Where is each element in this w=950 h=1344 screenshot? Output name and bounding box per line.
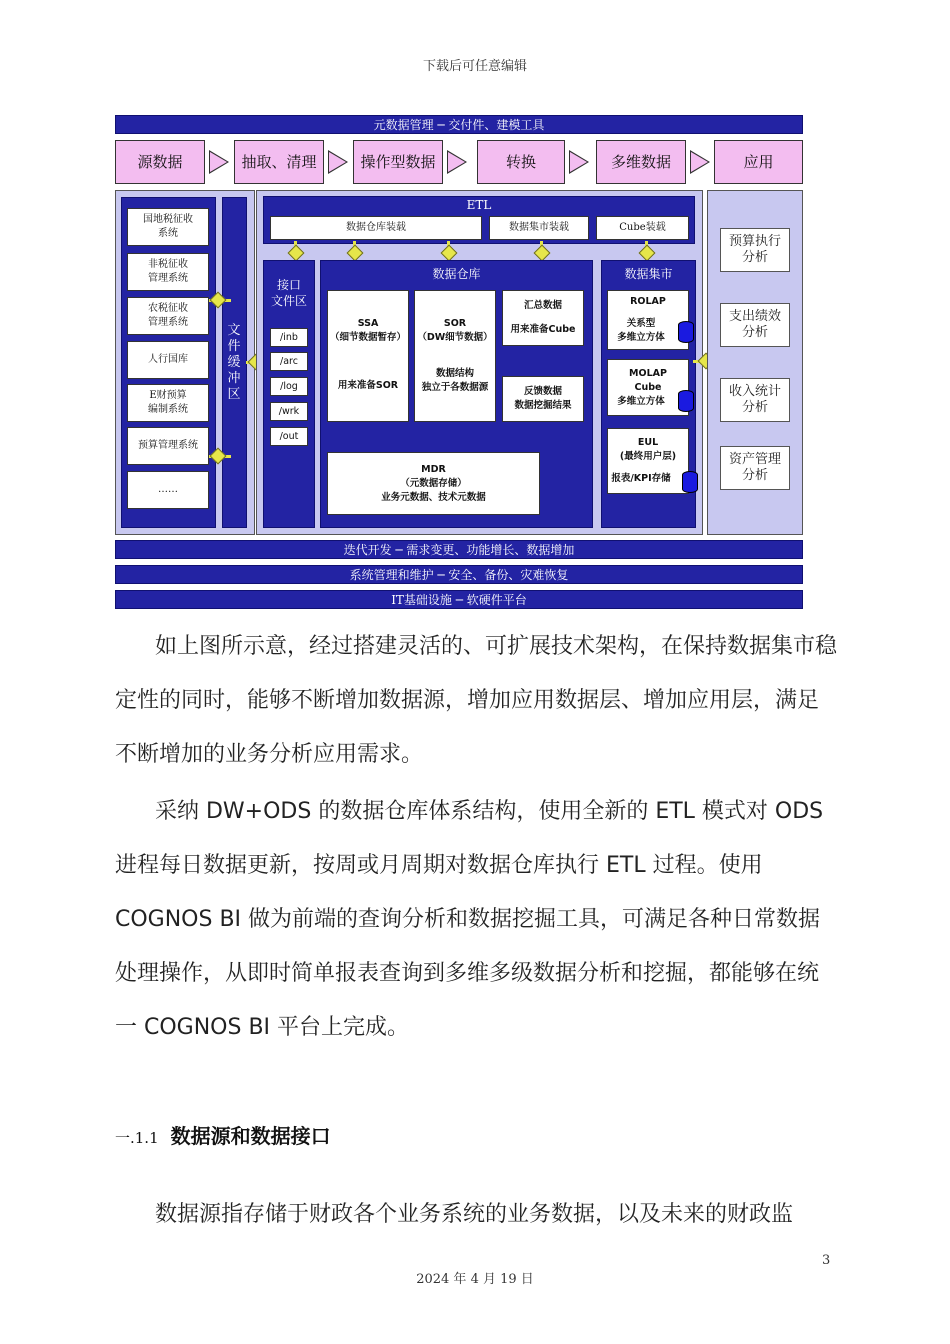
etl-cube-load: Cube装载 (596, 216, 689, 240)
flow-arrow-icon (328, 150, 348, 174)
dir-inb: /inb (270, 328, 308, 347)
etl-mart-load: 数据集市装载 (489, 216, 589, 240)
flow-transform: 转换 (477, 140, 565, 184)
summary-data-box: 汇总数据 用来准备Cube (502, 290, 584, 346)
eul-box: EUL (最终用户层) 报表/KPI存储 (607, 428, 689, 494)
database-icon (678, 321, 694, 343)
source-system: 国地税征收 系统 (127, 208, 209, 246)
section-title: 数据源和数据接口 (170, 1124, 331, 1148)
molap-box: MOLAP Cube 多维立方体 (607, 359, 689, 416)
source-system: 非税征收 管理系统 (127, 253, 209, 291)
flow-application: 应用 (714, 140, 803, 184)
database-icon (682, 471, 698, 493)
page-header: 下载后可任意编辑 (422, 59, 527, 74)
mart-title: 数据集市 (624, 267, 673, 281)
flow-arrow-icon (209, 150, 229, 174)
ssa-box: SSA （细节数据暂存） 用来准备SOR (327, 290, 409, 422)
etl-title: ETL (466, 198, 492, 212)
app-budget-execution: 预算执行 分析 (720, 228, 790, 272)
database-icon (678, 390, 694, 412)
metadata-band: 元数据管理 ─ 交付件、建模工具 (115, 115, 803, 134)
flow-arrow-icon (447, 150, 467, 174)
feedback-data-box: 反馈数据 数据挖掘结果 (502, 376, 584, 422)
warehouse-title: 数据仓库 (432, 267, 481, 281)
rolap-box: ROLAP 关系型 多维立方体 (607, 290, 689, 350)
sor-box: SOR （DW细节数据） 数据结构 独立于各数据源 (414, 290, 496, 422)
source-system: 人行国库 (127, 341, 209, 379)
interface-title: 接口 文件区 (270, 278, 307, 308)
paragraph-dw-ods: 采纳 DW+ODS 的数据仓库体系结构，使用全新的 ETL 模式对 ODS 进程每日数据更新，按周或月周期对数据仓库执行 ETL 过程。使用 COGNOS BI 做为前端的查询分析和数据挖掘工具，可满足各种日常数据处理操作，从即时简单报表查询到多维多级数据分析和挖掘，都能够在统一 COGNOS BI 平台上完成。 (115, 799, 824, 1040)
etl-dw-load: 数据仓库装载 (270, 216, 482, 240)
dir-wrk: /wrk (270, 402, 308, 421)
flow-operational-data: 操作型数据 (353, 140, 443, 184)
app-expense-performance: 支出绩效 分析 (720, 303, 790, 347)
app-revenue-statistics: 收入统计 分析 (720, 378, 790, 422)
paragraph-data-source: 数据源指存储于财政各个业务系统的业务数据，以及未来的财政监 (155, 1202, 794, 1227)
section-heading (115, 1120, 331, 1149)
infrastructure-band: IT基础设施 ─ 软硬件平台 (115, 590, 803, 609)
source-system: 农税征收 管理系统 (127, 297, 209, 335)
flow-arrow-icon (690, 150, 710, 174)
architecture-diagram (115, 115, 803, 610)
mdr-box: MDR （元数据存储） 业务元数据、技术元数据 (327, 452, 540, 515)
dir-log: /log (270, 377, 308, 396)
source-system: 预算管理系统 (127, 427, 209, 465)
flow-extract-clean: 抽取、清理 (234, 140, 324, 184)
dir-arc: /arc (270, 352, 308, 371)
source-system: …… (127, 471, 209, 509)
flow-arrow-icon (569, 150, 589, 174)
paragraph-architecture: 如上图所示意，经过搭建灵活的、可扩展技术架构，在保持数据集市稳定性的同时，能够不断增加数据源，增加应用数据层、增加应用层，满足不断增加的业务分析应用需求。 (115, 634, 838, 767)
iteration-band: 迭代开发 ─ 需求变更、功能增长、数据增加 (115, 540, 803, 559)
flow-source-data: 源数据 (115, 140, 205, 184)
page-footer-date: 2024 年 4 月 19 日 (416, 1272, 534, 1287)
source-system: E财预算 编制系统 (127, 384, 209, 422)
app-asset-management: 资产管理 分析 (720, 446, 790, 490)
section-number: 一.1.1 (115, 1129, 159, 1147)
page-number: 3 (822, 1253, 831, 1268)
maintenance-band: 系统管理和维护 ─ 安全、备份、灾难恢复 (115, 565, 803, 584)
flow-multidim-data: 多维数据 (596, 140, 686, 184)
dir-out: /out (270, 427, 308, 446)
file-buffer-label: 文件缓冲区 (227, 323, 241, 402)
